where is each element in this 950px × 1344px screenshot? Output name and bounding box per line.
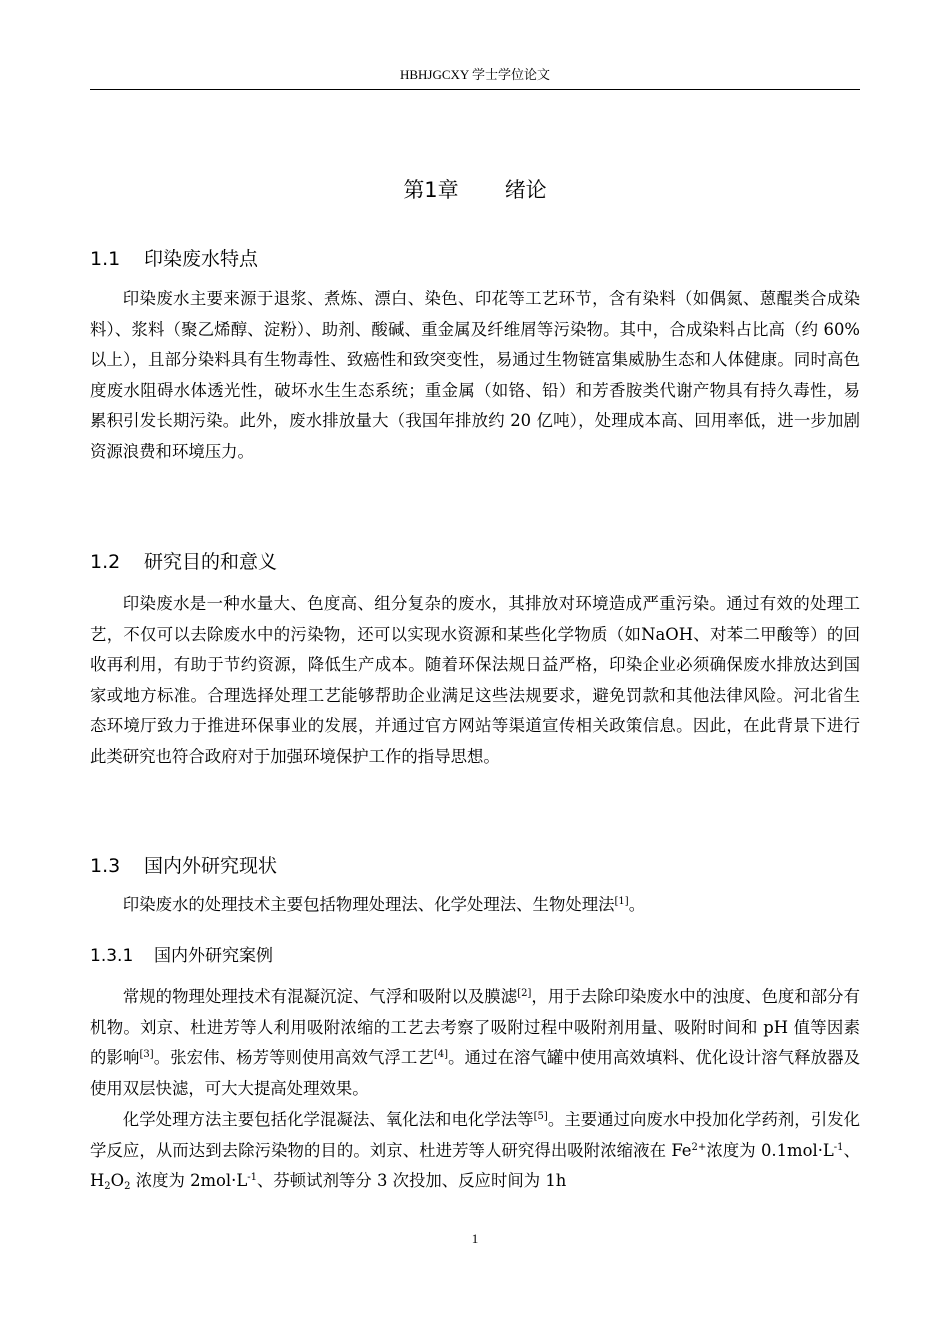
section-number: 1.2 [90, 551, 121, 573]
citation-ref: [2] [517, 988, 532, 999]
paragraph-1-1: 印染废水主要来源于退浆、煮炼、漂白、染色、印花等工艺环节，含有染料（如偶氮、蒽醌类合成染料）、浆料（聚乙烯醇、淀粉）、助剂、酸碱、重金属及纤维屑等污染物。其中，合成染料占比高（约 60%以上），且部分染料具有生物毒性、致癌性和致突变性，易通过生物链富集威胁生态和人体健康。同时高色度废水阻碍水体透光性，破坏水生生态系统；重金属（如铬、铅）和芳香胺类代谢产物具有持久毒性，易累积引发长期污染。此外，废水排放量大（我国年排放约 20 亿吨），处理成本高、回用率低，进一步加剧资源浪费和环境压力。 [90, 289, 860, 461]
section-heading-1-2 [90, 549, 277, 575]
subscript: 2 [124, 1181, 131, 1192]
chapter-name: 绪论 [504, 178, 547, 202]
section-number: 1.1 [90, 248, 121, 270]
paragraph-text: ，用于去除印染废水中的浊度、色度和部分有机物。刘京、杜进芳等人利用吸附浓缩的工艺去考察了吸附过程中吸附剂用量、吸附时间和 pH 值等因素的影响 [90, 987, 861, 1067]
paragraph-text: 常规的物理处理技术有混凝沉淀、气浮和吸附以及膜滤 [122, 987, 518, 1006]
header-rule [90, 89, 860, 90]
citation-ref: [3] [139, 1049, 154, 1060]
section-title: 研究目的和意义 [144, 551, 278, 573]
section-heading-1-1 [90, 246, 258, 272]
subsection-heading-1-3-1 [90, 944, 273, 968]
subscript: 2 [104, 1181, 111, 1192]
paragraph-text: 印染废水的处理技术主要包括物理处理法、化学处理法、生物处理法 [122, 895, 615, 914]
paragraph-text: 化学处理方法主要包括化学混凝法、氧化法和电化学法等 [122, 1110, 534, 1129]
running-header: HBHJGCXY 学士学位论文 [399, 67, 551, 82]
paragraph-1-3-1-physical [90, 982, 860, 1104]
chapter-number: 第1章 [403, 178, 459, 202]
citation-ref: [1] [614, 896, 629, 907]
paragraph-text: O [110, 1171, 125, 1190]
paragraph-1-3-1-chemical [90, 1105, 860, 1197]
page-number: 1 [471, 1231, 479, 1246]
citation-ref: [4] [433, 1049, 449, 1060]
superscript: 2+ [691, 1141, 707, 1153]
subsection-title: 国内外研究案例 [154, 946, 273, 966]
paragraph-text: 、芬顿试剂等分 3 次投加、反应时间为 1h [257, 1171, 567, 1190]
superscript: -1 [247, 1172, 258, 1183]
subsection-number: 1.3.1 [90, 946, 134, 966]
paragraph-1-2: 印染废水是一种水量大、色度高、组分复杂的废水，其排放对环境造成严重污染。通过有效的处理工艺，不仅可以去除废水中的污染物，还可以实现水资源和某些化学物质（如NaOH、对苯二甲酸等）的回收再利用，有助于节约资源，降低生产成本。随着环保法规日益严格，印染企业必须确保废水排放达到国家或地方标准。合理选择处理工艺能够帮助企业满足这些法规要求，避免罚款和其他法律风险。河北省生态环境厅致力于推进环保事业的发展，并通过官方网站等渠道宣传相关政策信息。因此，在此背景下进行此类研究也符合政府对于加强环境保护工作的指导思想。 [90, 594, 860, 766]
paragraph-text: 。主要通过向废水中投加化学药剂，引发化学反应，从而达到去除污染物的目的。刘京、杜进芳等人研究得出吸附浓缩液在 Fe [90, 1110, 860, 1160]
paragraph-text: 、H [90, 1140, 861, 1190]
paragraph-text: 浓度为 0.1mol·L [706, 1140, 834, 1160]
paragraph-text: 。张宏伟、杨芳等则使用高效气浮工艺 [153, 1048, 434, 1067]
paragraph-text: 浓度为 2mol·L [130, 1171, 248, 1190]
paragraph-text: 。 [628, 895, 646, 914]
section-heading-1-3 [90, 853, 277, 879]
section-number: 1.3 [90, 855, 121, 877]
citation-ref: [5] [533, 1111, 548, 1122]
chapter-title [90, 176, 860, 204]
section-title: 印染废水特点 [144, 248, 259, 270]
paragraph-text: 。通过在溶气罐中使用高效填料、优化设计溶气释放器及使用双层快滤，可大大提高处理效果。 [90, 1048, 861, 1098]
paragraph-1-3 [90, 890, 860, 921]
section-title: 国内外研究现状 [144, 855, 278, 877]
superscript: -1 [833, 1141, 844, 1153]
